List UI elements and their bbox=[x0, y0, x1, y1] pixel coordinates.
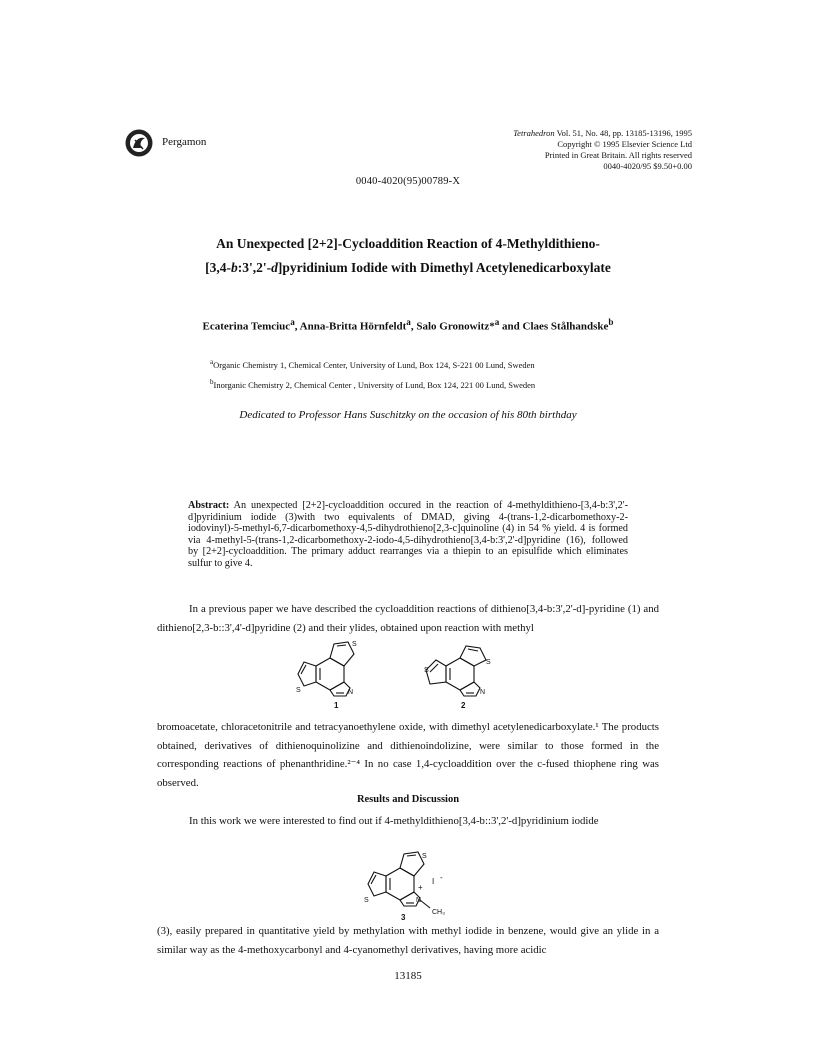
atom-s-3a: S bbox=[364, 897, 369, 904]
structure-label-2: 2 bbox=[461, 701, 466, 710]
dedication: Dedicated to Professor Hans Suschitzky on the occasion of his 80th birthday bbox=[239, 409, 577, 421]
structure-label-3: 3 bbox=[401, 913, 406, 922]
atom-s-2a: S bbox=[424, 667, 429, 674]
atom-s-2b: S bbox=[486, 659, 491, 666]
iodide-ion: I bbox=[432, 877, 435, 886]
body-paragraph-4: (3), easily prepared in quantitative yield by methylation with methyl iodide in benzene, would give an ylide in a similar way as the 4-methoxycarbonyl and 4-cyanomethyl derivatives, having more acidic bbox=[157, 925, 659, 956]
body-paragraph-1: In a previous paper we have described the cycloaddition reactions of dithieno[3,4-b:3',2'-d]-pyridine (1) and dithieno[2,3-b::3',4'-d]pyridine (2) and their ylides, obtained upon reaction with methyl bbox=[157, 603, 659, 634]
atom-s-3b: S bbox=[422, 853, 427, 860]
affiliation-b: $^b$Inorganic Chemistry 2, Chemical Center , University of Lund, Box 124, 221 00 Lund, Sweden bbox=[210, 377, 536, 390]
abstract-text: An unexpected [2+2]-cycloaddition occured in the reaction of 4-methyldithieno-[3,4-b:3',2'-d]pyridinium iodide (3)with two equivalents of DMAD, giving 4-(trans-1,2-dicarbomethoxy-2- iodovinyl)-5-methyl-6,7-dicarbomethoxy-4,5-dihydrothieno[2,3-c]quinoline (4) in 54 % yield. 4 is formed via 4-methyl-5-(trans-1,2-dicarbomethoxy-2-iodo-4,5-dihydrothieno[3,4-b:3',2'-d]pyridine (16), followed by [2+2]-cycloaddition. The primary adduct rearranges via a thiepin to an episulfide which eliminates sulfur to give 4. bbox=[188, 500, 628, 569]
printed-line: Printed in Great Britain. All rights reserved bbox=[544, 150, 692, 160]
price-code: 0040-4020/95 $9.50+0.00 bbox=[603, 161, 692, 171]
atom-s-1a: S bbox=[296, 687, 301, 694]
structure-label-1: 1 bbox=[334, 701, 339, 710]
structures-1-2 bbox=[290, 636, 540, 710]
doi-code: 0040-4020(95)00789-X bbox=[355, 176, 461, 187]
body-paragraph-3: In this work we were interested to find out if 4-methyldithieno[3,4-b::3',2'-d]pyridinium iodide bbox=[189, 815, 599, 827]
author-list: Ecaterina Temciuc$^a$, Anna-Britta Hörnfeldt$^a$, Salo Gronowitz*$^a$ and Claes Stålhandske$^b$ bbox=[202, 317, 614, 333]
structure-2 bbox=[426, 646, 486, 696]
section-heading-results: Results and Discussion bbox=[356, 794, 460, 805]
atom-n-3: N bbox=[416, 897, 422, 904]
publisher-name: Pergamon bbox=[162, 136, 207, 148]
charge-plus: + bbox=[418, 883, 423, 892]
methyl-group: CH₃ bbox=[432, 909, 445, 916]
paper-title bbox=[120, 232, 696, 280]
atom-s-1b: S bbox=[352, 641, 357, 648]
abstract bbox=[188, 500, 628, 570]
journal-citation: Tetrahedron Vol. 51, No. 48, pp. 13185-13196, 1995 bbox=[513, 128, 692, 138]
body-paragraph-2: bromoacetate, chloracetonitrile and tetracyanoethylene oxide, with dimethyl acetylenedicarboxylate.¹ The products obtained, derivatives of dithienoquinolizine and dithienoindolizine, were similar to those formed in the corresponding reactions of phenanthridine.²⁻⁴ In no case 1,4-cycloaddition over the c-fused thiophene ring was observed. bbox=[157, 721, 659, 789]
title-line-2: [3,4-b:3',2'-d]pyridinium Iodide with Dimethyl Acetylenedicarboxylate bbox=[205, 260, 611, 275]
structure-1 bbox=[298, 642, 354, 696]
journal-info bbox=[392, 128, 692, 172]
atom-n-2: N bbox=[480, 689, 486, 696]
copyright-line: Copyright © 1995 Elsevier Science Ltd bbox=[557, 139, 692, 149]
affiliation-a: $^a$Organic Chemistry 1, Chemical Center, University of Lund, Box 124, S-221 00 Lund, Sweden bbox=[210, 358, 535, 370]
structure-3 bbox=[354, 838, 484, 922]
publisher-logo bbox=[124, 128, 154, 158]
atom-n-1: N bbox=[348, 689, 354, 696]
page-number: 13185 bbox=[394, 970, 422, 982]
affiliations bbox=[210, 354, 535, 394]
title-line-1: An Unexpected [2+2]-Cycloaddition Reaction of 4-Methyldithieno- bbox=[216, 236, 600, 251]
charge-minus: - bbox=[440, 873, 443, 882]
abstract-label: Abstract: bbox=[188, 500, 230, 511]
